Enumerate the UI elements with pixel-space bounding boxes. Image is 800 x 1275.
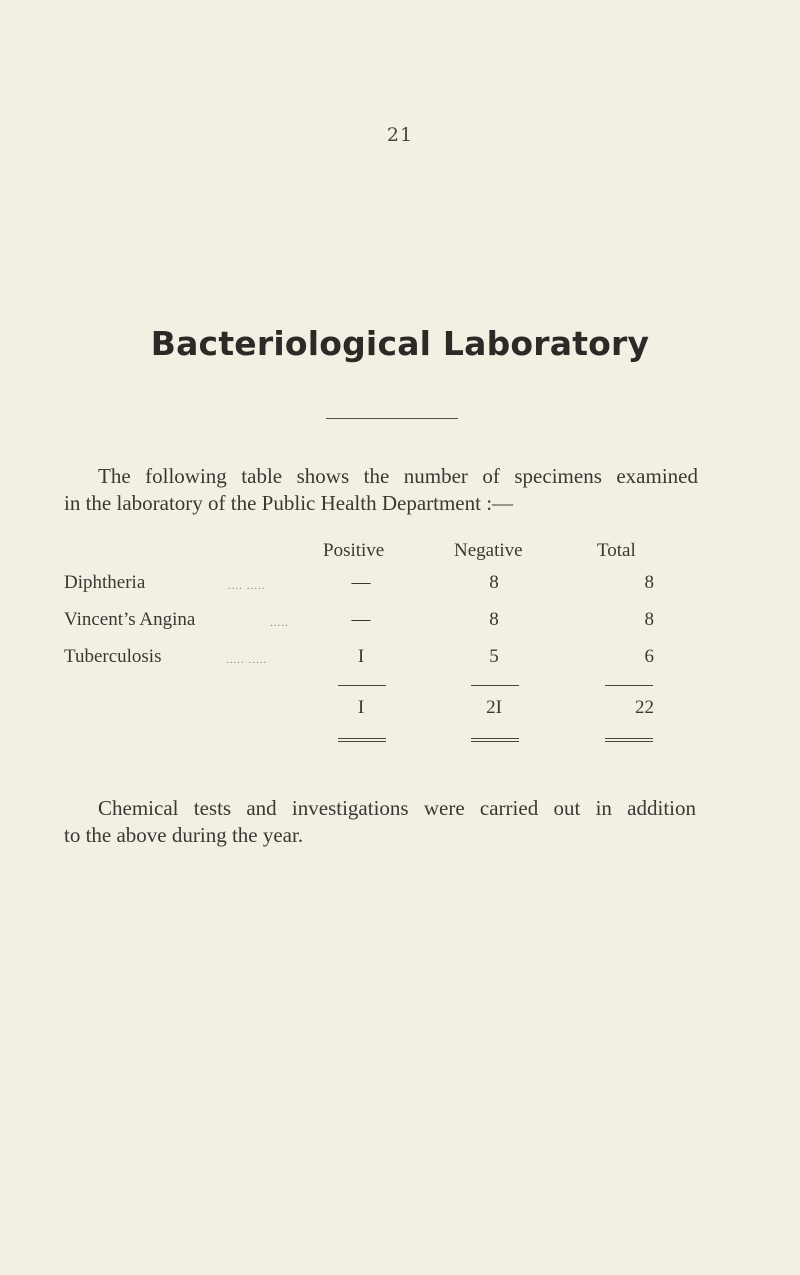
row-leader-dots: ..... (270, 617, 289, 629)
row-leader-dots: .... ..... (228, 580, 266, 592)
column-header-negative: Negative (454, 540, 523, 561)
column-header-total: Total (597, 540, 636, 561)
closing-paragraph-line-1: Chemical tests and investigations were carried out in addition (98, 796, 696, 820)
intro-paragraph-line-2: in the laboratory of the Public Health Department :— (64, 491, 514, 515)
cell-positive: I (357, 646, 365, 667)
cell-positive: — (351, 572, 371, 593)
total-positive: I (357, 697, 365, 718)
sum-rule-total (605, 685, 653, 686)
page-title: Bacteriological Laboratory (150, 324, 650, 363)
cell-positive: — (351, 609, 371, 630)
total-total: 22 (635, 697, 654, 718)
cell-negative: 5 (489, 646, 499, 667)
page-number: 21 (386, 124, 414, 146)
double-rule-negative (471, 738, 519, 742)
sum-rule-positive (338, 685, 386, 686)
row-label-diphtheria: Diphtheria (64, 572, 146, 593)
row-label-tuberculosis: Tuberculosis (64, 646, 162, 667)
closing-paragraph-line-2: to the above during the year. (64, 823, 304, 847)
title-divider (326, 418, 458, 419)
row-label-vincents-angina: Vincent’s Angina (64, 609, 196, 630)
cell-total: 8 (644, 609, 654, 630)
column-header-positive: Positive (323, 540, 385, 561)
sum-rule-negative (471, 685, 519, 686)
cell-negative: 8 (489, 609, 499, 630)
total-negative: 2I (486, 697, 502, 718)
double-rule-total (605, 738, 653, 742)
cell-total: 8 (644, 572, 654, 593)
cell-negative: 8 (489, 572, 499, 593)
double-rule-positive (338, 738, 386, 742)
intro-paragraph-line-1: The following table shows the number of specimens examined (98, 464, 698, 488)
row-leader-dots: ..... ..... (226, 654, 268, 666)
cell-total: 6 (644, 646, 654, 667)
